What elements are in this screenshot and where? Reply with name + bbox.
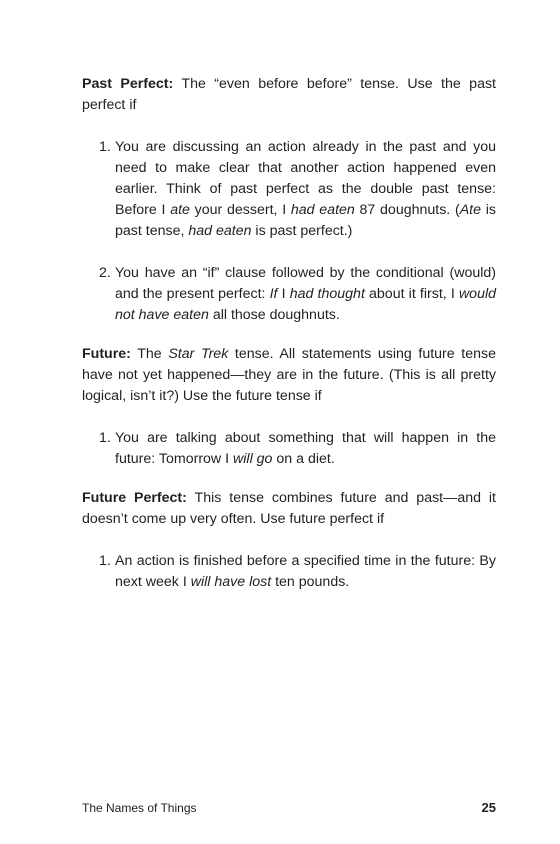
term-heading: Future Perfect:	[82, 490, 187, 506]
future-perfect-intro: Future Perfect: This tense combines future and past—and it doesn’t come up very often. Use future perfect if	[82, 490, 496, 527]
past-perfect-intro: Past Perfect: The “even before before” tense. Use the past perfect if	[82, 76, 496, 113]
future-list	[82, 428, 496, 470]
future-perfect-list	[82, 551, 496, 593]
section-past-perfect	[82, 74, 496, 326]
page-body	[82, 74, 496, 611]
list-item: 1. You are discussing an action already in the past and you need to make clear that another action happened even earlier. Think of past perfect as the double past tense: Before I ate your dessert, I had eaten 87 doughnuts. (Ate is past tense, had eaten is past perfect.)	[99, 139, 496, 239]
term-heading: Future:	[82, 346, 131, 362]
running-title: The Names of Things	[82, 801, 197, 815]
future-intro: Future: The Star Trek tense. All statements using future tense have not yet happened—they are in the future. (This is all pretty logical, isn’t it?) Use the future tense if	[82, 346, 496, 404]
page-footer	[82, 800, 496, 816]
term-heading: Past Perfect:	[82, 76, 174, 92]
section-future	[82, 344, 496, 470]
past-perfect-list	[82, 137, 496, 326]
list-item: 1. You are talking about something that will happen in the future: Tomorrow I will go on a diet.	[99, 430, 496, 467]
list-item: 1. An action is finished before a specified time in the future: By next week I will have lost ten pounds.	[99, 553, 496, 590]
list-item: 2. You have an “if” clause followed by the conditional (would) and the present perfect: If I had thought about it first, I would not have eaten all those doughnuts.	[99, 265, 497, 323]
page-number: 25	[481, 800, 496, 815]
section-future-perfect	[82, 488, 496, 593]
